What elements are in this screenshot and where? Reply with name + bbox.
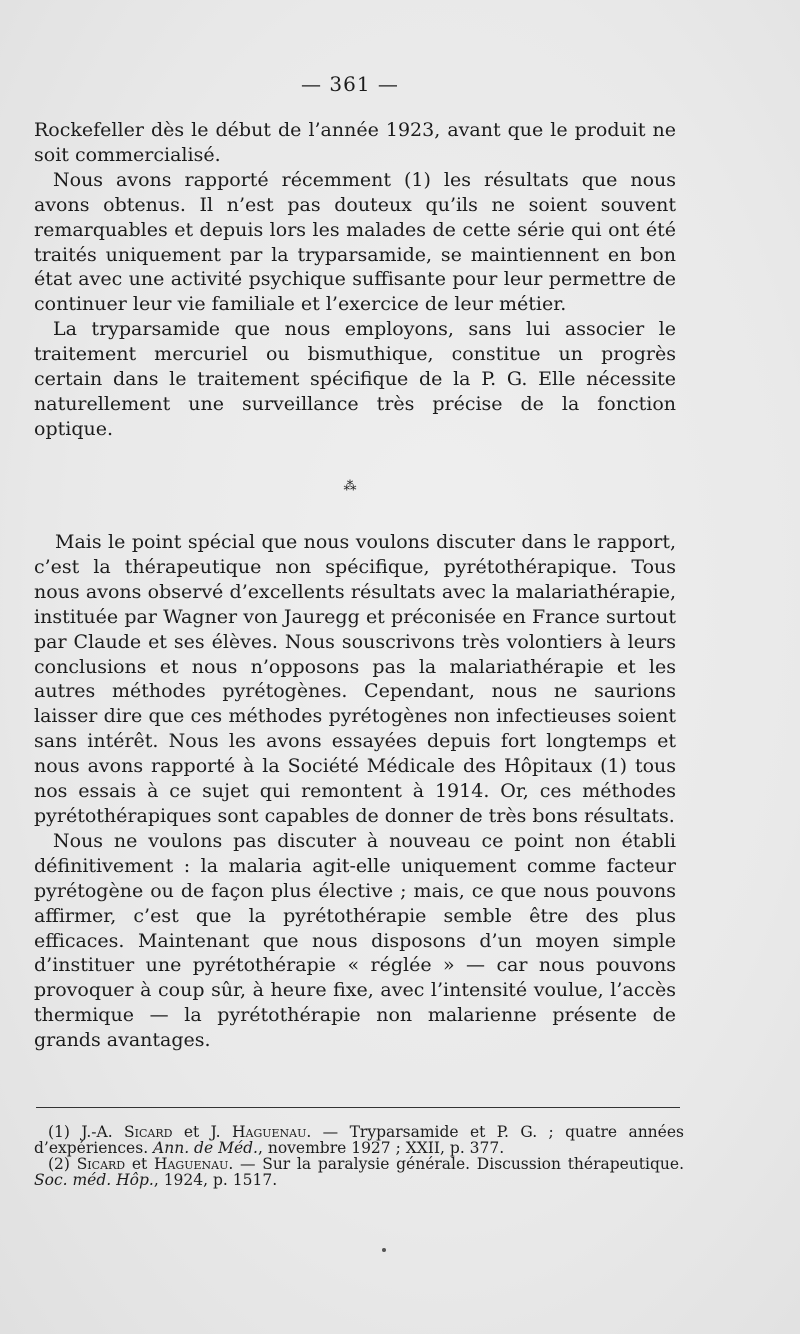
footnote-author: J. Haguenau — [210, 1123, 307, 1141]
page-number: — 361 — — [301, 72, 399, 96]
body-section-2 — [34, 530, 676, 1053]
footnote-reference: , 1924, p. 1517. — [153, 1171, 278, 1189]
footnote-marker: (2) — [48, 1155, 70, 1173]
paragraph: Nous avons rapporté récemment (1) les résultats que nous avons obtenus. Il n’est pas douteux qu’ils ne soient souvent remarquables et depuis lors les malades de cette série qui ont été traités uniquement par la tryparsamide, se maintiennent en bon état avec une activité psychique suffisante pour leur permettre de continuer leur vie familiale et l’exercice de leur métier. — [34, 168, 676, 316]
footnote-text: . — Sur la paralysie générale. Discussion thérapeutique. — [228, 1155, 684, 1173]
footnote-rule — [36, 1107, 680, 1108]
footnote-1 — [34, 1124, 684, 1156]
footnotes — [34, 1124, 684, 1188]
footnote-marker: (1) — [48, 1123, 70, 1141]
footnote-author: Haguenau — [153, 1155, 229, 1173]
body-section-1 — [34, 118, 676, 442]
footnote-reference: , novembre 1927 ; XXII, p. 377. — [257, 1139, 505, 1157]
footnote-text: . — Tryparsamide et P. G. ; quatre années d’expériences. — [34, 1123, 684, 1157]
paragraph: Rockefeller dès le début de l’année 1923, avant que le produit ne soit commercialisé. — [34, 119, 676, 166]
footnote-author: J.-A. Sicard — [81, 1123, 173, 1141]
asterism-separator: ⁂ — [343, 479, 357, 494]
footnote-2 — [34, 1156, 684, 1188]
footnote-conjunction: et — [131, 1155, 148, 1173]
ink-speck — [382, 1248, 386, 1252]
footnote-conjunction: et — [183, 1123, 200, 1141]
paragraph: Mais le point spécial que nous voulons discuter dans le rapport, c’est la thérapeutique non spécifique, pyrétothérapique. Tous nous avons observé d’excellents résultats avec la malariathérapie, instituée par Wagner von Jauregg et préconisée en France surtout par Claude et ses élèves. Nous souscrivons très volontiers à leurs conclusions et nous n’opposons pas la malariathérapie et les autres méthodes pyrétogènes. Cependant, nous ne saurions laisser dire que ces méthodes pyrétogènes non infectieuses soient sans intérêt. Nous les avons essayées depuis fort longtemps et nous avons rapporté à la Société Médicale des Hôpitaux (1) tous nos essais à ce sujet qui remontent à 1914. Or, ces méthodes pyrétothérapiques sont capables de donner de très bons résultats. — [34, 531, 676, 827]
footnote-journal: Ann. de Méd. — [153, 1139, 258, 1157]
footnote-author: Sicard — [76, 1155, 126, 1173]
paragraph: La tryparsamide que nous employons, sans lui associer le traitement mercuriel ou bismuthique, constitue un progrès certain dans le traitement spécifique de la P. G. Elle nécessite naturellement une surveillance très précise de la fonction optique. — [34, 318, 676, 440]
paragraph: Nous ne voulons pas discuter à nouveau ce point non établi définitivement : la malaria agit-elle uniquement comme facteur pyrétogène ou de façon plus élective ; mais, ce que nous pouvons affirmer, c’est que la pyrétothérapie semble être des plus efficaces. Maintenant que nous disposons d’un moyen simple d’instituer une pyrétothérapie « réglée » — car nous pouvons provoquer à coup sûr, à heure fixe, avec l’intensité voulue, l’accès thermique — la pyrétothérapie non malarienne présente de grands avantages. — [34, 829, 676, 1052]
footnote-journal: Soc. méd. Hôp. — [34, 1171, 154, 1189]
